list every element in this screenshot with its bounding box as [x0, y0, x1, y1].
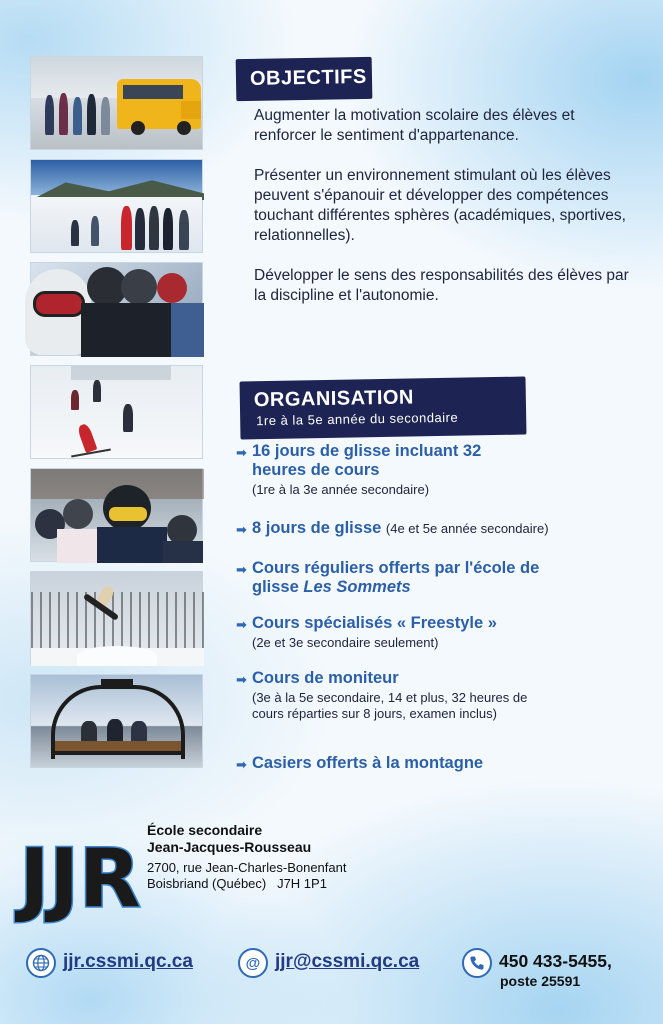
- item-sub: (2e et 3e secondaire seulement): [252, 635, 439, 650]
- objectives-heading: OBJECTIFS: [236, 57, 373, 101]
- globe-icon: [26, 948, 56, 978]
- list-item: [236, 669, 656, 722]
- item-sub: (1re à la 3e année secondaire): [252, 482, 430, 497]
- list-item: [236, 614, 656, 651]
- website-contact[interactable]: [26, 948, 226, 988]
- school-name-line2: Jean-Jacques-Rousseau: [147, 839, 312, 855]
- at-icon: @: [238, 948, 268, 978]
- item-sub: (4e et 5e année secondaire): [385, 521, 549, 536]
- phone-contact[interactable]: [462, 948, 658, 994]
- item-main: Casiers offerts à la montagne: [252, 754, 484, 772]
- objectives-section: [254, 106, 634, 326]
- organisation-heading: [240, 377, 527, 440]
- school-address-line1: 2700, rue Jean-Charles-Bonenfant: [147, 860, 347, 875]
- list-item: [236, 519, 656, 538]
- arrow-right-icon: ➡: [236, 757, 247, 772]
- item-sub: (3e à la 5e secondaire, 14 et plus, 32 heures de cours réparties sur 8 jours, examen inclus): [252, 690, 528, 721]
- group-selfie-helmet-photo: [30, 468, 203, 562]
- objective-paragraph: Présenter un environnement stimulant où les élèves peuvent s'épanouir et développer des compétences touchant différentes sphères (académiques, sportives, relationnelles).: [254, 167, 626, 244]
- school-address-line2: Boisbriand (Québec) J7H 1P1: [147, 876, 327, 891]
- skiers-descending-photo: [30, 365, 203, 459]
- email-link[interactable]: jjr@cssmi.qc.ca: [275, 951, 420, 972]
- item-main-text: Cours réguliers offerts par l'école de glisse: [252, 559, 540, 596]
- item-main: [252, 559, 552, 597]
- phone-number[interactable]: 450 433-5455,: [499, 951, 612, 971]
- item-main: Cours spécialisés « Freestyle »: [252, 614, 497, 632]
- phone-icon: [462, 948, 492, 978]
- school-bus-photo: [30, 56, 203, 150]
- objective-paragraph: Développer le sens des responsabilités des élèves par la discipline et l'autonomie.: [254, 267, 629, 304]
- organisation-title: ORGANISATION: [253, 386, 415, 412]
- item-main-emphasis: Les Sommets: [303, 578, 411, 596]
- list-item: [236, 559, 656, 597]
- selfie-goggles-photo: [30, 262, 203, 356]
- website-link[interactable]: jjr.cssmi.qc.ca: [63, 951, 193, 972]
- school-info: [147, 822, 447, 892]
- phone-extension: poste 25591: [500, 973, 581, 989]
- item-main-text: 8 jours de glisse: [252, 519, 382, 537]
- organisation-subtitle: 1re à la 5e année du secondaire: [256, 409, 459, 429]
- ski-slope-group-photo: [30, 159, 203, 253]
- chairlift-photo: [30, 674, 203, 768]
- objective-paragraph: Augmenter la motivation scolaire des élèves et renforcer le sentiment d'appartenance.: [254, 107, 575, 144]
- logo-text: JJR: [19, 832, 141, 925]
- list-item: [236, 754, 656, 773]
- arrow-right-icon: ➡: [236, 672, 247, 687]
- snowboard-jump-photo: [30, 571, 203, 665]
- school-name-line1: École secondaire: [147, 822, 263, 838]
- school-logo: [19, 822, 141, 925]
- list-item: [236, 442, 656, 498]
- email-contact[interactable]: [238, 948, 448, 988]
- arrow-right-icon: ➡: [236, 445, 247, 460]
- arrow-right-icon: ➡: [236, 522, 247, 537]
- arrow-right-icon: ➡: [236, 562, 247, 577]
- arrow-right-icon: ➡: [236, 617, 247, 632]
- item-main: Cours de moniteur: [252, 669, 399, 687]
- item-main: 16 jours de glisse incluant 32 heures de cours: [252, 442, 482, 479]
- item-main: [252, 519, 656, 538]
